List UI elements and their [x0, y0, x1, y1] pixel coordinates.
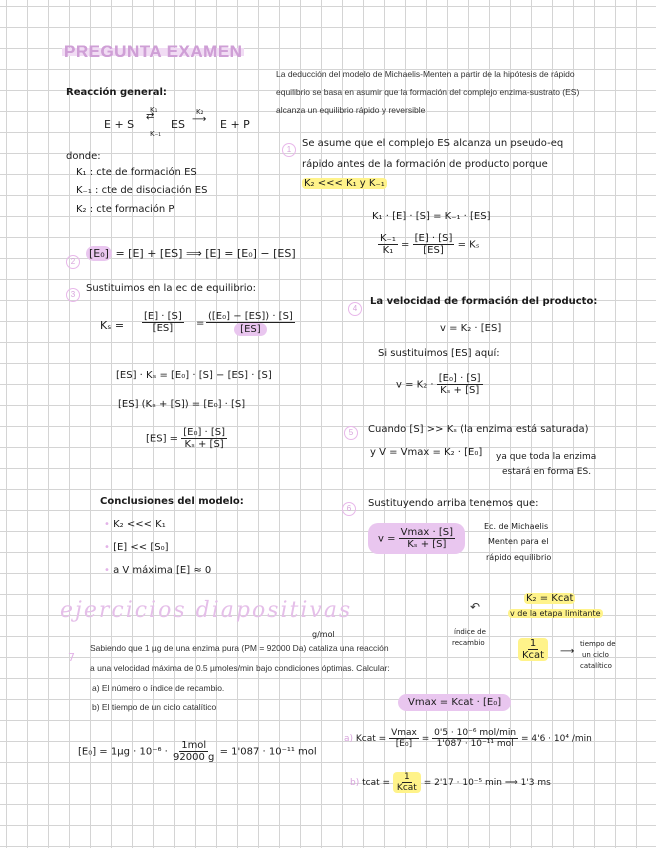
step-1-highlight: K₂ <<< K₁ y K₋₁ — [304, 178, 385, 189]
step-4-number: 4 — [348, 296, 362, 316]
step-6-heading: Sustituyendo arriba tenemos que: — [368, 498, 539, 509]
intro-line-3: alcanza un equilibrio rápido y reversible — [276, 105, 426, 115]
answer-b: b) tcat = $\frac{1}{\text{Kcat}}$ = 2'17 · 10⁻⁵ min ⟹ 1'3 ms — [350, 772, 551, 793]
step-1-line-2: rápido antes de la formación de producto porque — [302, 159, 548, 170]
exercises-title: ejercicios diapositivas — [60, 598, 353, 623]
conclusion-1: • K₂ <<< K₁ — [104, 519, 166, 530]
answer-a: a) Kcat = $\frac{Vmax}{\text{[E₀]}}$ = $\frac{\text{0'5 · 10⁻⁶ mol/min}}{\text{1'087 · 10⁻¹¹ mol}}$ = 4'6 · 10⁴ /min — [344, 728, 592, 749]
exercise-prompt-2: a una velocidad máxima de 0.5 µmoles/min bajo condiciones óptimas. Calcular: — [90, 663, 390, 673]
step-3-line-2: [ES] (Kₛ + [S]) = [E₀] · [S] — [118, 399, 246, 410]
step-4-eq: v = K₂ · $\frac{\text{[E₀] · [S]}}{\text{Kₛ + [S]}}$ — [396, 373, 481, 396]
reaction-def-1: K₁ : cte de formación ES — [76, 167, 197, 178]
tiempo-label-3: catalítico — [580, 662, 612, 670]
reaction-middle: ES — [171, 118, 185, 131]
arrow-right-icon: ⟶ — [560, 646, 575, 657]
step-1-line-1: Se asume que el complejo ES alcanza un pseudo-eq — [302, 138, 564, 149]
tiempo-label-2: un ciclo — [582, 651, 609, 659]
eq-arrows-icon: ⇄ — [146, 111, 155, 122]
reaction-k2: K₂ — [196, 108, 204, 116]
conclusion-2: • [E] << [S₀] — [104, 542, 169, 553]
arrow-right-icon: ⟶ — [192, 114, 207, 125]
step-3-frac-1: $\frac{[E] \cdot [S]}{[ES]}$ — [144, 311, 182, 334]
exercise-prompt-1: Sabiendo que 1 µg de una enzima pura (PM = 92000 Da) cataliza una reacción — [90, 643, 389, 653]
reaction-left: E + S — [104, 118, 135, 131]
k2-kcat-label: K₂ = Kcat — [526, 593, 574, 604]
step-5-line-2: y V = Vmax = K₂ · [E₀] — [370, 447, 483, 458]
inverse-kcat: $\frac{1}{\text{Kcat}}$ — [518, 638, 548, 661]
step-1-number: 1 — [282, 137, 296, 157]
reaction-km1: K₋₁ — [150, 130, 162, 138]
step-3-equals: = — [196, 318, 205, 329]
step-6-note-2: Menten para el — [488, 537, 549, 546]
step-4-heading: La velocidad de formación del producto: — [370, 296, 598, 307]
step-3-line-3: [ES] = $\frac{\text{[E₀] · [S]}}{\text{Kₛ + [S]}}$ — [146, 427, 226, 450]
michaelis-menten-box: v = $\frac{Vmax \cdot [S]}{\text{Kₛ + [S]}}$ — [368, 523, 465, 554]
step-6-number: 6 — [342, 496, 356, 516]
e0-calc: [E₀] = 1µg · 10⁻⁶ · $\frac{\text{1mol}}{92000 g}$ = 1'087 · 10⁻¹¹ mol — [78, 740, 317, 763]
units-gmol: g/mol — [312, 630, 335, 639]
tiempo-label-1: tiempo de — [580, 640, 616, 648]
step-3-heading: Sustituimos en la ec de equilibrio: — [86, 283, 257, 294]
step-4-velocity: v = K₂ · [ES] — [440, 323, 502, 334]
reaction-k1: K₁ — [150, 106, 158, 114]
exercise-question-a: a) El número o índice de recambio. — [92, 683, 225, 693]
exercise-number: 7 — [68, 651, 75, 664]
curved-arrow-icon: ↶ — [470, 600, 481, 614]
conclusion-3: • a V máxima [E] ≈ 0 — [104, 565, 212, 576]
step-3-line-1: [ES] · Kₛ = [E₀] · [S] − [ES] · [S] — [116, 370, 272, 381]
step-3-number: 3 — [66, 282, 80, 302]
step-3-ks: Kₛ = — [100, 319, 125, 332]
recambio-label-1: índice de — [454, 628, 486, 636]
limiting-stage-label: v de la etapa limitante — [510, 609, 601, 618]
step-5-line-1: Cuando [S] >> Kₛ (la enzima está saturada) — [368, 424, 589, 435]
reaction-def-2: K₋₁ : cte de disociación ES — [76, 185, 208, 196]
step-4-sub: Si sustituimos [ES] aquí: — [378, 348, 500, 359]
step-6-note-3: rápido equilibrio — [486, 553, 552, 562]
step-2-eq: [E₀] = [E] + [ES] ⟹ [E] = [E₀] − [ES] — [86, 247, 296, 260]
step-1-eq-1: K₁ · [E] · [S] = K₋₁ · [ES] — [372, 211, 491, 222]
step-3-frac-2: $\frac{\text{([E₀] − [ES]) · [S]}}{[ES]}$ — [208, 311, 293, 335]
step-2-number: 2 — [66, 249, 80, 269]
reaction-def-3: K₂ : cte formación P — [76, 204, 175, 215]
reaction-heading: Reacción general: — [66, 87, 167, 98]
exercise-question-b: b) El tiempo de un ciclo catalítico — [92, 702, 217, 712]
reaction-donde: donde: — [66, 151, 101, 162]
reaction-right: E + P — [220, 118, 250, 131]
page-title: PREGUNTA EXAMEN — [64, 42, 243, 61]
step-5-note-1: ya que toda la enzima — [496, 452, 597, 462]
conclusions-heading: Conclusiones del modelo: — [100, 496, 244, 507]
recambio-label-2: recambio — [452, 639, 485, 647]
intro-line-2: equilibrio se basa en asumir que la formación del complejo enzima-sustrato (ES) — [276, 87, 580, 97]
step-6-note-1: Ec. de Michaelis — [484, 522, 549, 531]
intro-line-1: La deducción del modelo de Michaelis-Menten a partir de la hipótesis de rápido — [276, 69, 575, 79]
step-1-eq-2: $\frac{\text{K₋₁}}{\text{K₁}}$ = $\frac{[E] \cdot [S]}{[ES]}$ = Kₛ — [380, 233, 480, 256]
step-5-note-2: estará en forma ES. — [502, 467, 592, 477]
vmax-formula: Vmax = Kcat · [E₀] — [398, 694, 511, 711]
step-5-number: 5 — [344, 420, 358, 440]
